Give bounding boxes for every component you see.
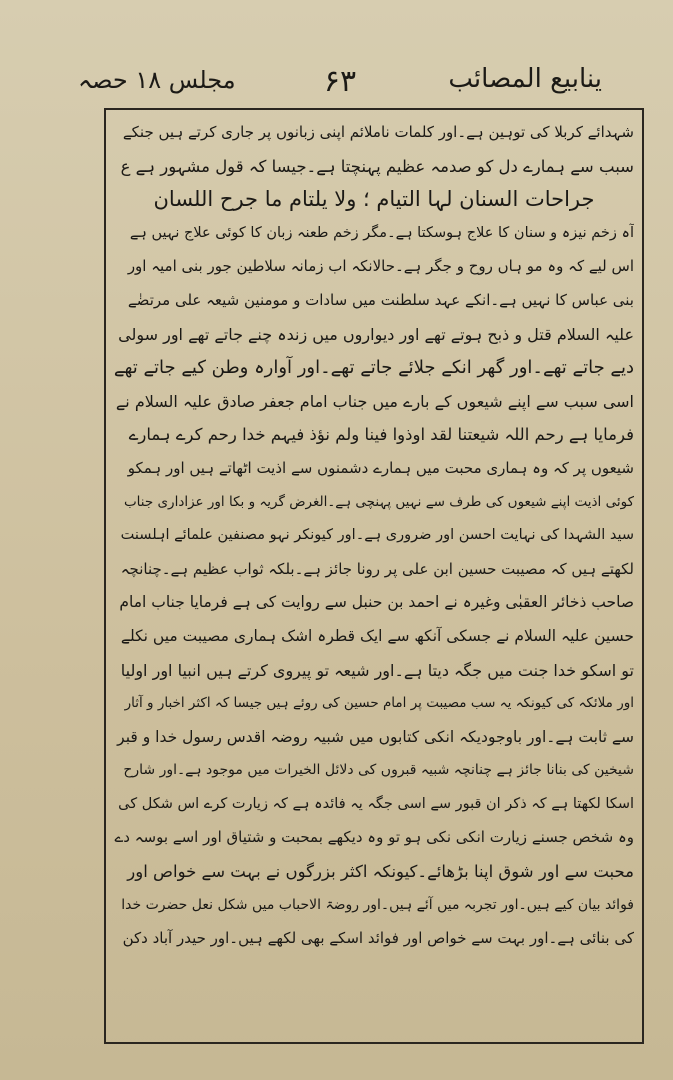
page-header: [60, 58, 620, 108]
text-line: فرمایا ہے رحم اللہ شیعتنا لقد اوذوا فینا ولم نؤذ فیہم خدا رحم کرے ہمارے: [128, 425, 634, 445]
text-line: شہدائے کربلا کی توہین ہے۔اور کلمات ناملائم اپنی زبانوں پر جاری کرتے ہیں جنکے: [122, 123, 634, 141]
text-line: سے ثابت ہے۔اور باوجودیکہ انکی کتابوں میں شبیہ روضہ اقدس رسول خدا و قبر: [117, 727, 634, 746]
verse-line: جراحات السنان لہا التیام ؛ ولا یلتام ما جرح اللسان: [153, 187, 595, 212]
body-text: [114, 116, 634, 956]
text-frame: [104, 108, 644, 1044]
text-line: فوائد بیان کیے ہیں۔اور تجربہ میں آئے ہیں۔اور روضۃ الاحباب میں شکل نعل حضرت خدا: [121, 896, 634, 913]
text-line: صاحب ذخائر العقبٰی وغیرہ نے احمد بن حنبل سے روایت کی ہے فرمایا جناب امام: [119, 593, 634, 612]
page-number: ۶۳: [323, 64, 357, 99]
text-line: کوئی اذیت اپنے شیعوں کی طرف سے نہیں پہنچی ہے۔الغرض گریہ و بکا اور عزاداری جناب: [123, 493, 634, 510]
text-line: سبب سے ہمارے دل کو صدمہ عظیم پہنچتا ہے۔جیسا کہ قول مشہور ہے ع: [120, 156, 634, 176]
text-line: اس لیے کہ وہ مو ہاں روح و جگر ہے۔حالانکہ اب زمانہ سلاطین جور بنی امیہ اور: [127, 257, 634, 276]
text-line: شیعوں پر کہ وہ ہماری محبت میں ہمارے دشمنوں سے اذیت اٹھاتے ہیں اور ہمکو: [127, 458, 634, 477]
text-line: سید الشہدا کی نہایت احسن اور ضروری ہے۔اور کیونکر نہو مصنفین علمائے اہلسنت: [120, 527, 634, 544]
section-label: مجلس ۱۸ حصہ: [78, 66, 236, 94]
text-line: شیخین کی بنانا جائز ہے چنانچہ شبیہ قبروں کی دلائل الخیرات میں موجود ہے۔اور شارح: [123, 762, 634, 779]
text-line: علیہ السلام قتل و ذبح ہوتے تھے اور دیواروں میں زندہ چنے جاتے تھے اور سولی: [118, 324, 634, 344]
text-line: وہ شخص جسنے زیارت انکی نکی ہو تو وہ دیکھے بمحبت و شتیاق اور اسے بوسہ دے: [114, 828, 634, 847]
text-line: اسکا لکھتا ہے کہ ذکر ان قبور سے اسی جگہ یہ فائدہ ہے کہ زیارت کرے اس شکل کی: [118, 795, 634, 812]
text-line: کی بنائی ہے۔اور بہت سے خواص اور فوائد اسکے بھی لکھے ہیں۔اور حیدر آباد دکن: [122, 929, 634, 948]
text-line: بنی عباس کا نہیں ہے۔انکے عہد سلطنت میں سادات و مومنین شیعہ علی مرتضٰے: [127, 290, 634, 309]
text-line: دیے جاتے تھے۔اور گھر انکے جلائے جاتے تھے۔اور آوارہ وطن کیے جاتے تھے: [114, 357, 634, 379]
text-line: حسین علیہ السلام نے جسکی آنکھ سے ایک قطرہ اشک ہماری مصیبت میں نکلے: [120, 626, 634, 645]
text-line: محبت سے اور شوق اپنا بڑھائے۔کیونکہ اکثر بزرگوں نے بہت سے خواص اور: [127, 862, 634, 882]
text-line: لکھتے ہیں کہ مصیبت حسین ابن علی پر رونا جائز ہے۔بلکہ ثواب عظیم ہے۔چنانچہ: [120, 559, 634, 578]
text-line: تو اسکو خدا جنت میں جگہ دیتا ہے۔اور شیعہ تو پیروی کرتے ہیں انبیا اور اولیا: [120, 660, 634, 680]
text-line: اسی سبب سے اپنے شیعوں کے بارے میں جناب امام جعفر صادق علیہ السلام نے: [115, 391, 634, 411]
text-line: آہ زخم نیزہ و سنان کا علاج ہوسکتا ہے۔مگر زخم طعنہ زبان کا کوئی علاج نہیں ہے: [129, 224, 634, 241]
text-line: اور ملائکہ کی کیونکہ یہ سب مصیبت پر امام حسین کی روئے ہیں جیسا کہ اکثر اخبار و آثار: [124, 695, 634, 712]
book-title: ینابیع المصائب: [448, 64, 602, 94]
